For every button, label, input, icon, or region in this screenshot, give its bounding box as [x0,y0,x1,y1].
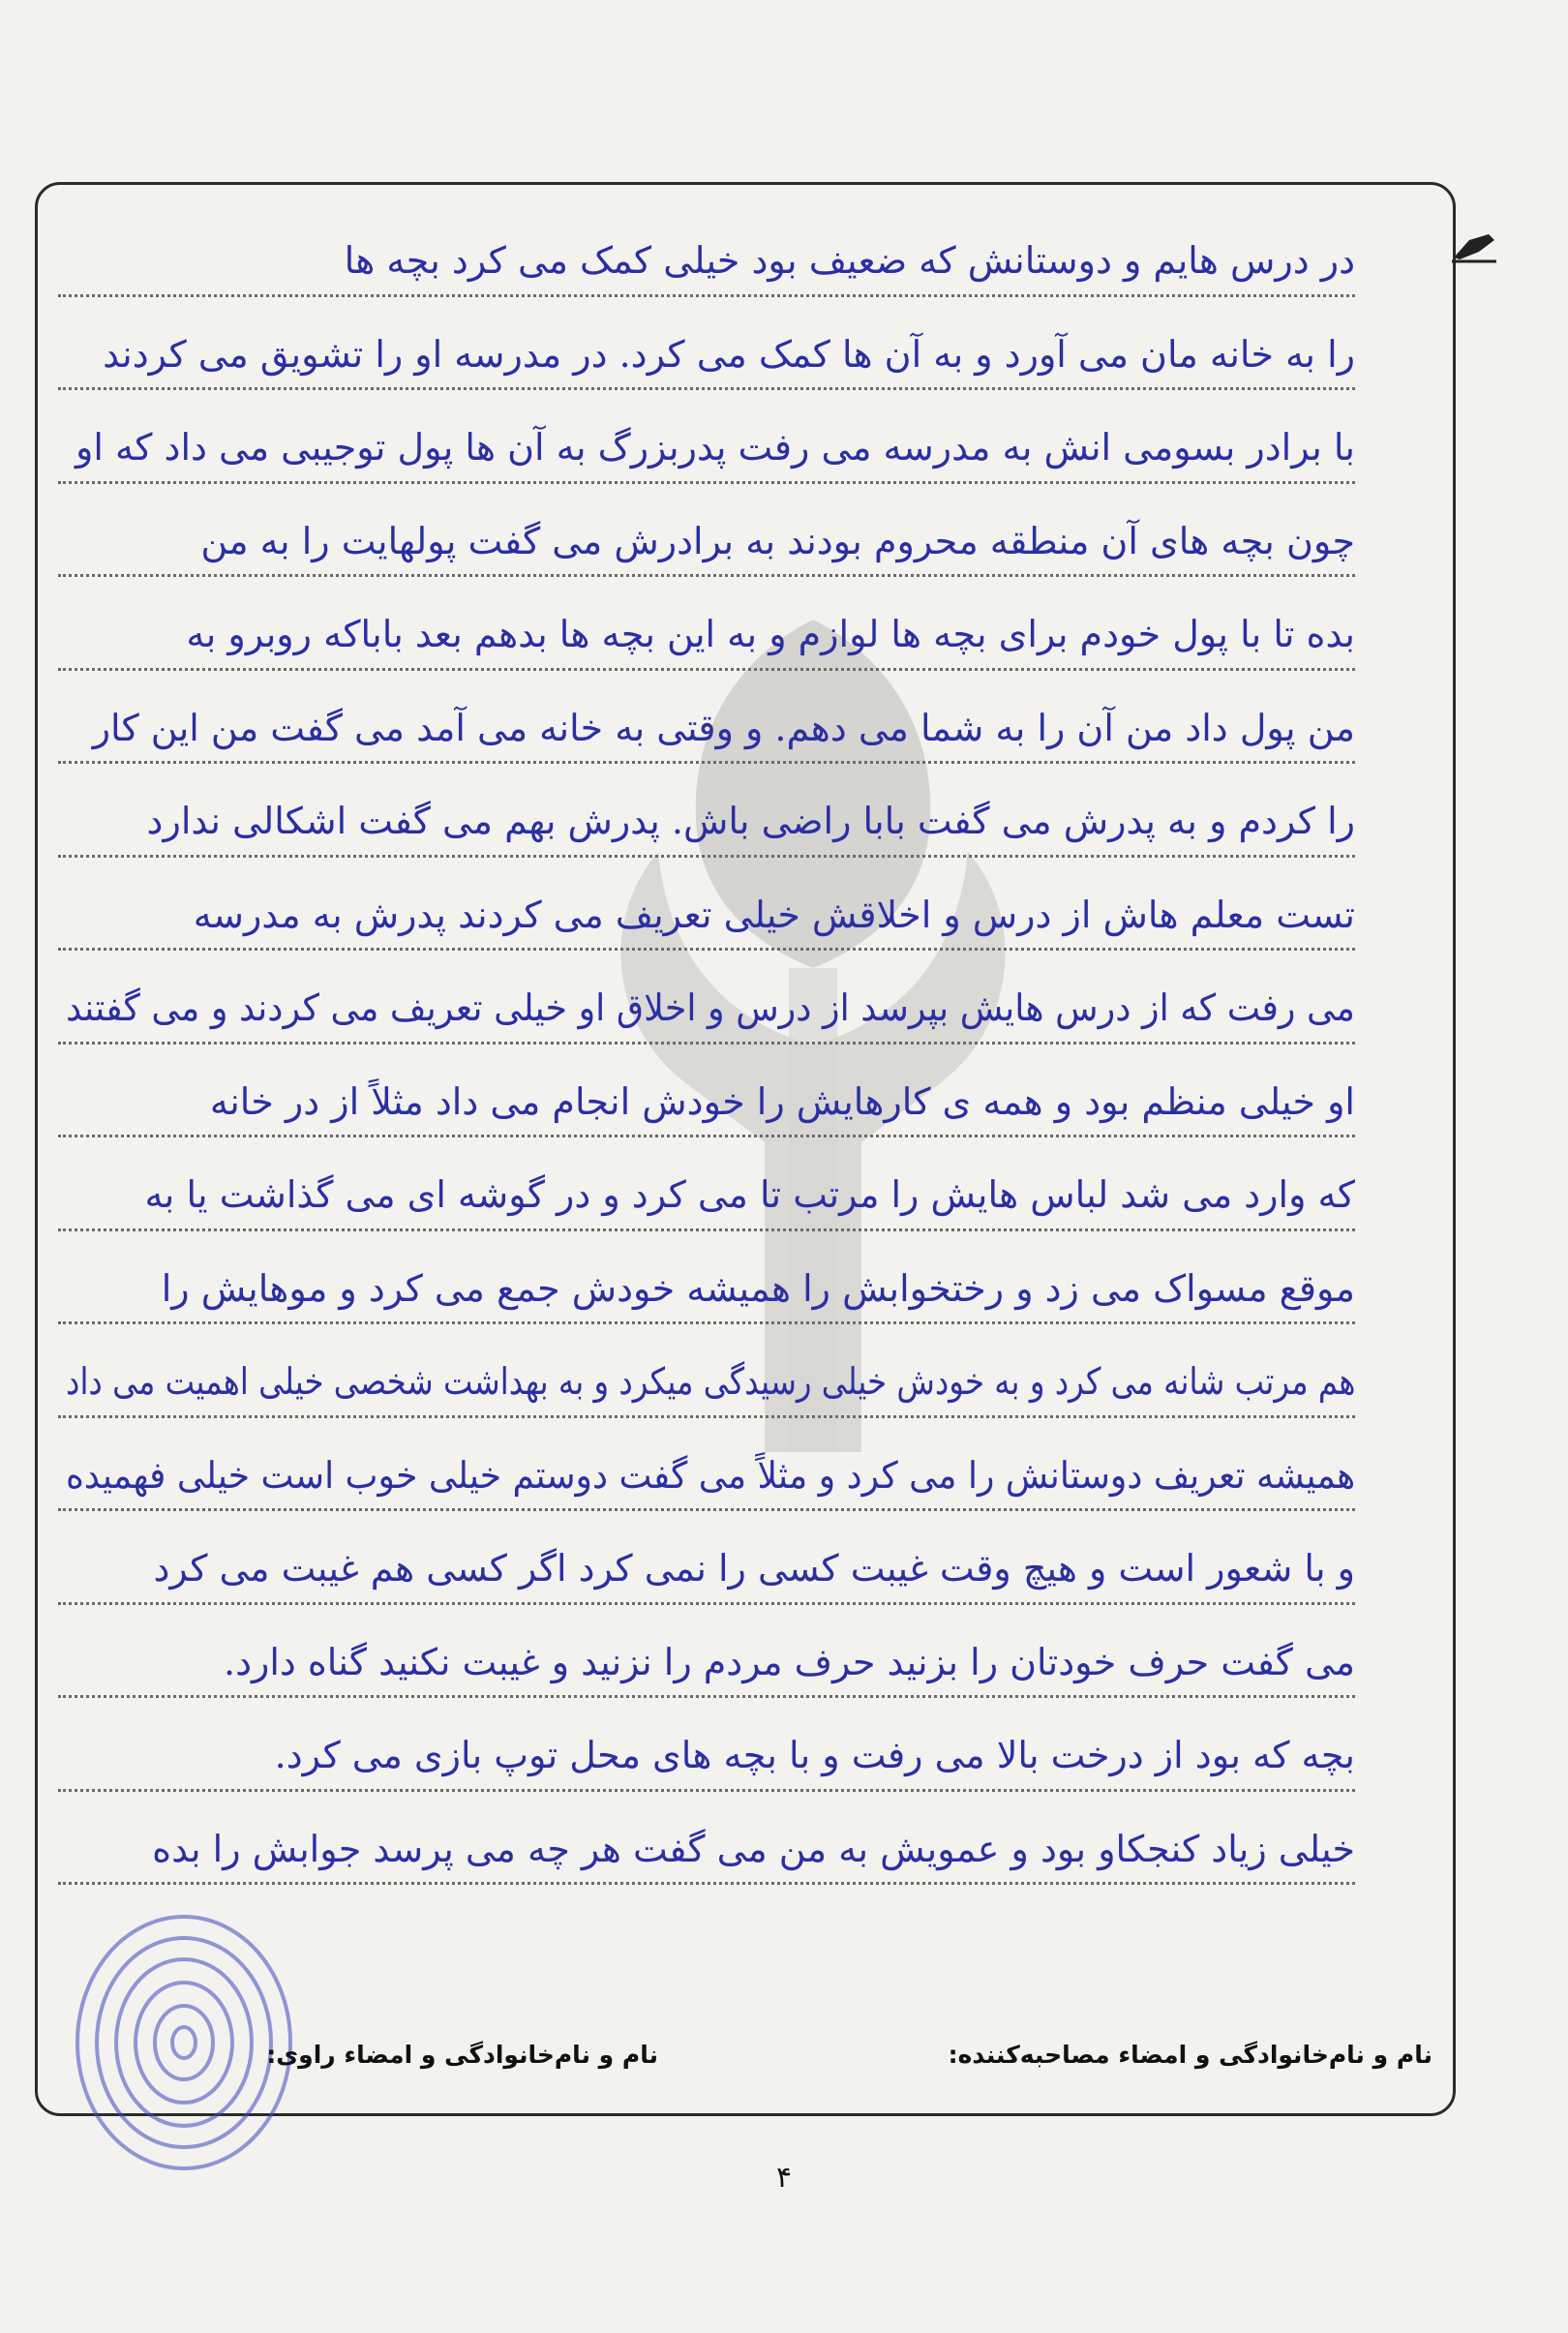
handwritten-line: همیشه تعریف دوستانش را می کرد و مثلاً می گفت دوستم خیلی خوب است خیلی فهمیده [58,1418,1355,1512]
handwritten-line: می گفت حرف خودتان را بزنید حرف مردم را نزنید و غیبت نکنید گناه دارد. [58,1605,1355,1699]
handwritten-body [58,203,1355,1885]
handwritten-line: من پول داد من آن را به شما می دهم. و وقتی به خانه می آمد می گفت من این کار [58,671,1355,765]
handwritten-line: در درس هایم و دوستانش که ضعیف بود خیلی کمک می کرد بچه ها [58,203,1355,297]
handwritten-line: بده تا با پول خودم برای بچه ها لوازم و به این بچه ها بدهم بعد باباکه روبرو به [58,577,1355,671]
narrator-signature-label: نام و نام‌خانوادگی و امضاء راوی: [266,2041,658,2069]
handwritten-line: چون بچه های آن منطقه محروم بودند به برادرش می گفت پولهایت را به من [58,484,1355,578]
handwritten-line: را کردم و به پدرش می گفت بابا راضی باش. پدرش بهم می گفت اشکالی ندارد [58,764,1355,858]
handwritten-line: او خیلی منظم بود و همه ی کارهایش را خودش انجام می داد مثلاً از در خانه [58,1045,1355,1138]
handwritten-line: با برادر بسومی انش به مدرسه می رفت پدربزرگ به آن ها پول توجیبی می داد که او [58,390,1355,484]
handwritten-line: هم مرتب شانه می کرد و به خودش خیلی رسیدگی میکرد و به بهداشت شخصی خیلی اهمیت می داد [58,1324,1355,1418]
handwritten-line: می رفت که از درس هایش بپرسد از درس و اخلاق او خیلی تعریف می کردند و می گفتند [58,951,1355,1045]
handwritten-line: موقع مسواک می زد و رختخوابش را همیشه خودش جمع می کرد و موهایش را [58,1231,1355,1325]
page-number: ۴ [775,2161,793,2195]
handwritten-line: خیلی زیاد کنجکاو بود و عمویش به من می گفت هر چه می پرسد جوابش را بده [58,1792,1355,1886]
pen-icon [1450,230,1500,263]
interviewer-signature-label: نام و نام‌خانوادگی و امضاء مصاحبه‌کننده: [948,2041,1432,2069]
handwritten-line: که وارد می شد لباس هایش را مرتب تا می کرد و در گوشه ای می گذاشت یا به [58,1137,1355,1231]
handwritten-line: را به خانه مان می آورد و به آن ها کمک می کرد. در مدرسه او را تشویق می کردند [58,297,1355,391]
handwritten-line: و با شعور است و هیچ وقت غیبت کسی را نمی کرد اگر کسی هم غیبت می کرد [58,1511,1355,1605]
handwritten-line: بچه که بود از درخت بالا می رفت و با بچه های محل توپ بازی می کرد. [58,1698,1355,1792]
handwritten-line: تست معلم هاش از درس و اخلاقش خیلی تعریف می کردند پدرش به مدرسه [58,858,1355,952]
